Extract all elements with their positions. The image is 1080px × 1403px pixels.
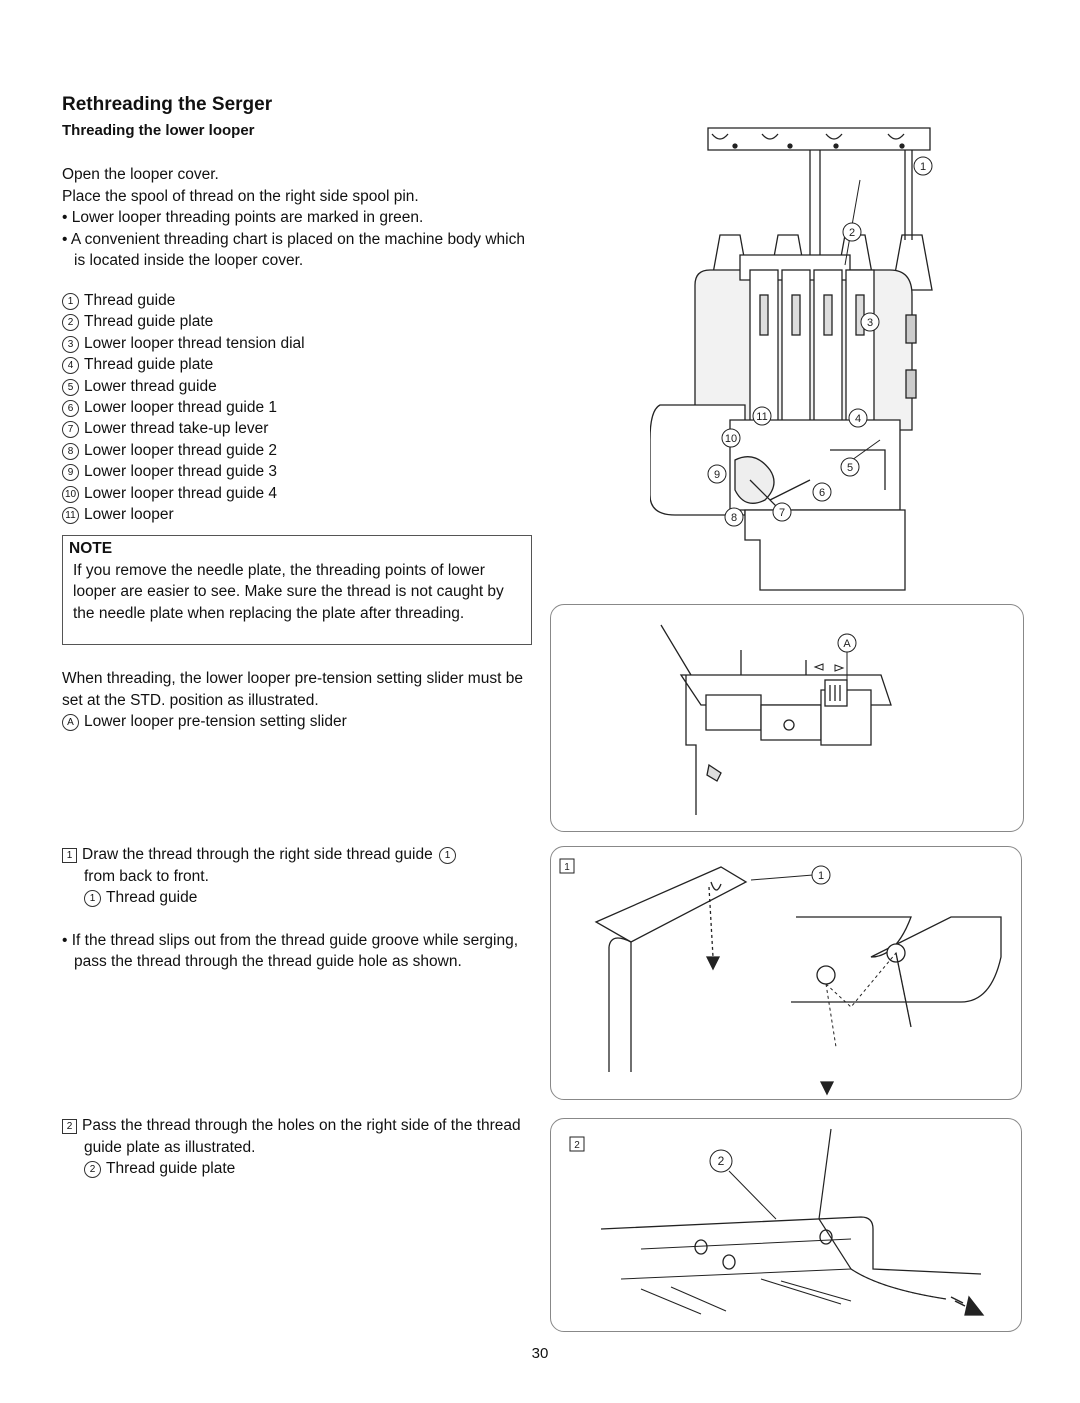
machine-marker-8: 8 (730, 512, 738, 524)
step-2-figure-box: 2 (574, 1140, 580, 1151)
step-2-ref-marker: 2 (84, 1161, 101, 1178)
step-1-ref (62, 887, 542, 909)
step-1-text-tail: from back to front. (84, 867, 209, 885)
section-subtitle: Threading the lower looper (62, 122, 255, 139)
step-1-figure-panel (550, 846, 1022, 1100)
step-1-ref-label: Thread guide (106, 889, 198, 906)
machine-marker-4: 4 (854, 413, 862, 425)
legend-label: Lower looper thread tension dial (84, 334, 305, 352)
machine-marker-2: 2 (848, 227, 856, 239)
machine-marker-10: 10 (724, 433, 738, 445)
intro-bullet-1: • Lower looper threading points are marked in green. (62, 209, 424, 226)
intro-line-1: Open the looper cover. (62, 166, 219, 183)
legend-label: Lower thread take-up lever (84, 420, 269, 438)
legend-label: Thread guide (84, 292, 176, 309)
step-1-bullet-text: If the thread slips out from the thread guide groove while serging, pass the thread through the thread guide hole as shown. (71, 931, 519, 970)
page-number: 30 (531, 1345, 549, 1362)
legend-item (62, 376, 522, 397)
step-2-instruction (62, 1115, 542, 1158)
step-2-number: 2 (62, 1119, 77, 1134)
slider-figure-marker: A (843, 638, 851, 650)
intro-bullet-2: • A convenient threading chart is placed on the machine body which is located inside the looper cover. (62, 230, 525, 269)
legend-marker: 6 (62, 400, 79, 417)
legend-marker: 5 (62, 379, 79, 396)
legend-label: Lower thread guide (84, 377, 217, 395)
legend-item (62, 418, 522, 439)
intro-line-2: Place the spool of thread on the right side spool pin. (62, 187, 419, 205)
legend-marker: 3 (62, 336, 79, 353)
note-box (62, 535, 532, 645)
step-2-ref-label: Thread guide plate (106, 1160, 236, 1177)
step-1 (62, 844, 542, 973)
machine-marker-11: 11 (756, 411, 768, 423)
machine-marker-6: 6 (818, 487, 826, 499)
legend-item (62, 397, 522, 418)
note-body: If you remove the needle plate, the threading points of lower looper are easier to see. Make sure the thread is not caught by the needle plate when replacing the plate after threading. (73, 561, 504, 622)
step-1-illustration (551, 847, 1021, 1099)
legend-item (62, 461, 522, 482)
slider-illustration (551, 605, 1023, 831)
step-2-figure-panel (550, 1118, 1022, 1332)
step-1-bullet: • If the thread slips out from the thread guide groove while serging, pass the thread through the thread guide hole as shown. (62, 931, 519, 970)
intro-bullet-1-text: Lower looper threading points are marked in green. (71, 209, 424, 226)
legend-marker: 4 (62, 357, 79, 374)
step-2-ref (62, 1158, 542, 1180)
legend-marker: 8 (62, 443, 79, 460)
machine-marker-3: 3 (866, 317, 874, 329)
step-1-ref-marker: 1 (84, 890, 101, 907)
legend-label: Lower looper thread guide 1 (84, 398, 278, 416)
intro-text (62, 164, 532, 272)
slider-ref (62, 711, 532, 733)
page-title: Rethreading the Serger (62, 94, 273, 115)
parts-legend (62, 290, 522, 525)
step-1-figure-marker: 1 (817, 870, 825, 882)
legend-label: Lower looper (84, 505, 174, 523)
machine-marker-9: 9 (713, 469, 721, 481)
slider-marker: A (62, 714, 79, 731)
legend-label: Lower looper thread guide 3 (84, 463, 278, 481)
legend-marker: 1 (62, 293, 79, 310)
slider-instructions (62, 668, 532, 733)
slider-label: Lower looper pre-tension setting slider (84, 713, 347, 730)
slider-figure-panel (550, 604, 1024, 832)
legend-item (62, 354, 522, 375)
step-2-illustration (551, 1119, 1021, 1331)
legend-item (62, 311, 522, 332)
step-1-text-marker: 1 (439, 847, 456, 864)
legend-marker: 2 (62, 314, 79, 331)
legend-marker: 11 (62, 507, 79, 524)
intro-bullet-2-text: A convenient threading chart is placed on the machine body which is located inside the looper cover. (70, 230, 525, 269)
serger-machine-illustration (650, 120, 940, 600)
machine-marker-7: 7 (778, 507, 786, 519)
machine-marker-5: 5 (846, 462, 854, 474)
legend-item (62, 333, 522, 354)
step-1-instruction (62, 844, 542, 866)
step-1-text: Draw the thread through the right side thread guide (82, 846, 433, 863)
legend-label: Thread guide plate (84, 356, 214, 374)
legend-item (62, 504, 522, 525)
legend-label: Lower looper thread guide 2 (84, 441, 278, 459)
legend-marker: 9 (62, 464, 79, 481)
step-2 (62, 1115, 542, 1180)
legend-item (62, 483, 522, 504)
legend-marker: 7 (62, 421, 79, 438)
step-2-figure-marker: 2 (717, 1154, 725, 1168)
legend-label: Thread guide plate (84, 313, 214, 331)
step-1-number: 1 (62, 848, 77, 863)
step-1-figure-box: 1 (564, 862, 570, 873)
note-heading: NOTE (69, 540, 113, 557)
legend-marker: 10 (62, 486, 79, 503)
legend-item (62, 440, 522, 461)
step-2-text: Pass the thread through the holes on the right side of the thread guide plate as illustrated. (82, 1117, 521, 1156)
slider-text: When threading, the lower looper pre-tension setting slider must be set at the STD. position as illustrated. (62, 670, 523, 709)
machine-marker-1: 1 (919, 161, 927, 173)
legend-label: Lower looper thread guide 4 (84, 484, 278, 502)
legend-item (62, 290, 522, 311)
